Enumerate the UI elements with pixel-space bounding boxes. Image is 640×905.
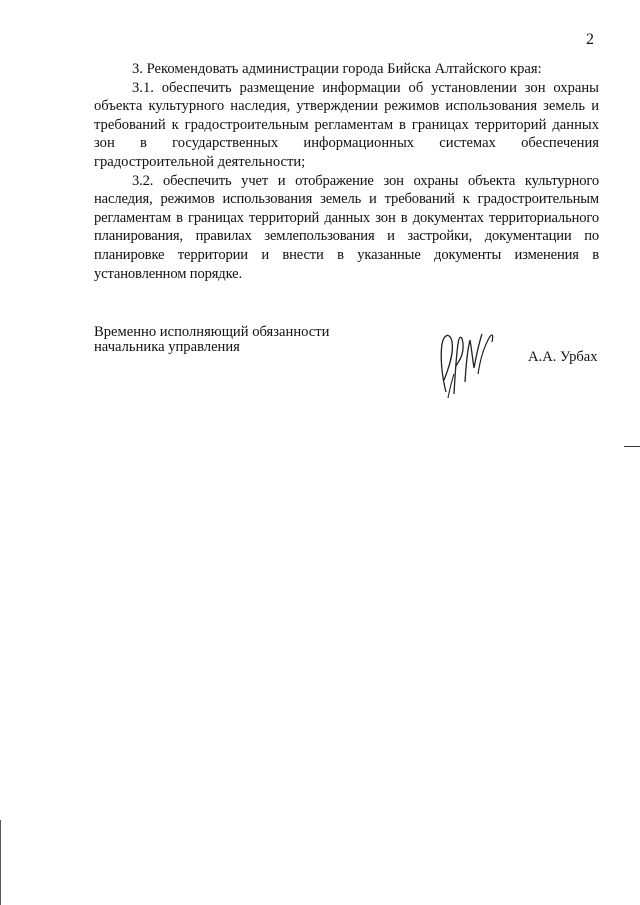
- paragraph-3: 3. Рекомендовать администрации города Бийска Алтайского края:: [132, 61, 542, 77]
- paragraph-3-1: 3.1. обеспечить размещение информации об установлении зон охраны объекта культурного наследия, утверждении режимов использования земель и требований к градостроительным регламентам в границах территорий данных зон в государственных информационных системах обеспечения градостроительной деятельности;: [94, 79, 599, 170]
- document-body: [94, 60, 599, 283]
- signatory-name: А.А. Урбах: [528, 349, 598, 365]
- scan-edge-mark: [624, 446, 640, 447]
- signatory-position: [94, 325, 329, 355]
- page-number: 2: [586, 31, 594, 48]
- signatory-position-line-2: начальника управления: [94, 339, 240, 355]
- paragraph-3-2: 3.2. обеспечить учет и отображение зон охраны объекта культурного наследия, режимов использования земель и требований к градостроительным регламентам в границах территорий данных зон в документах территориального планирования, правилах землепользования и застройки, документации по планировке территории и внести в указанные документы изменения в установленном порядке.: [94, 172, 599, 282]
- signatory-position-line-1: Временно исполняющий обязанности: [94, 324, 330, 340]
- handwritten-signature: [428, 322, 498, 400]
- scan-edge-line: [0, 820, 1, 905]
